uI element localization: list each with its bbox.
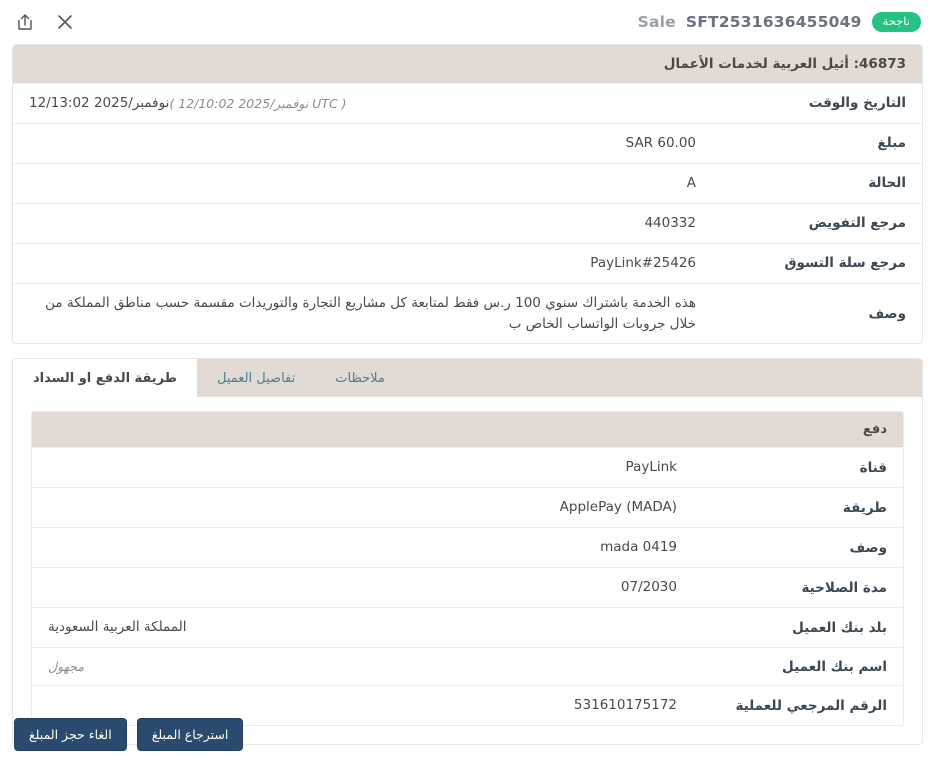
details-tabs-card <box>12 358 923 745</box>
row-value-expiry: 07/2030 <box>620 579 677 596</box>
row-value-channel: PayLink <box>625 459 677 476</box>
tab-panel-payment <box>13 397 922 744</box>
table-row <box>32 647 903 685</box>
row-value-card-description: mada 0419 <box>600 539 677 556</box>
transaction-summary-card <box>12 44 923 344</box>
top-bar-actions <box>14 11 76 33</box>
merchant-header: 46873: أثيل العربية لخدمات الأعمال <box>13 45 922 83</box>
row-label-method: طريقة <box>842 499 887 516</box>
row-value-transaction-ref: 531610175172 <box>573 697 677 714</box>
table-row <box>32 607 903 647</box>
row-label-datetime: التاريخ والوقت <box>808 95 906 112</box>
row-value-issuer-country: المملكة العربية السعودية <box>48 619 187 636</box>
row-label-card-description: وصف <box>849 539 887 556</box>
tab-bar <box>13 359 922 397</box>
payment-table-header: دفع <box>32 412 903 447</box>
table-row <box>32 487 903 527</box>
datetime-value: 12/نوفمبر/2025 13:02 <box>29 95 170 111</box>
table-row <box>32 567 903 607</box>
row-label-issuer-bank: اسم بنك العميل <box>782 658 887 675</box>
row-label-transaction-ref: الرقم المرجعي للعملية <box>735 697 887 714</box>
table-row <box>13 123 922 163</box>
row-label-channel: قناة <box>859 459 887 476</box>
tab-bar-spacer <box>405 359 922 397</box>
share-icon[interactable] <box>14 11 36 33</box>
row-value-description: هذه الخدمة باشتراك سنوي 100 ر.س فقط لمتابعة كل مشاريع التجارة والتوريدات مقسمة حسب مناطق المملكة من خلال جروبات الواتساب الخاص ب <box>45 294 696 332</box>
issuer-bank-value: مجهول <box>48 659 85 675</box>
row-value-amount: SAR 60.00 <box>625 134 696 151</box>
row-label-issuer-country: بلد بنك العميل <box>792 619 887 636</box>
row-value-cart-ref: PayLink#25426 <box>590 254 696 271</box>
refund-button[interactable]: استرجاع المبلغ <box>137 718 244 751</box>
table-row <box>13 283 922 344</box>
row-label-expiry: مدة الصلاحية <box>801 579 887 596</box>
void-button[interactable]: الغاء حجز المبلغ <box>14 718 127 751</box>
row-value-datetime <box>13 84 712 123</box>
table-row <box>13 203 922 243</box>
table-row <box>32 447 903 487</box>
tab-payment-method[interactable]: طريقة الدفع او السداد <box>13 359 197 397</box>
table-row <box>13 83 922 123</box>
table-row <box>13 163 922 203</box>
datetime-utc-note: ( 12/نوفمبر/2025 10:02 UTC ) <box>169 95 347 111</box>
payment-table <box>31 411 904 726</box>
row-label-description: وصف <box>868 305 906 322</box>
action-bar <box>0 718 935 751</box>
top-bar <box>0 0 935 44</box>
row-label-cart-ref: مرجع سلة التسوق <box>784 255 906 272</box>
row-value-status: A <box>686 174 696 191</box>
row-value-auth-ref: 440332 <box>644 214 696 231</box>
row-label-auth-ref: مرجع التفويض <box>808 215 906 232</box>
sale-reference: SFT2531636455049 <box>685 12 862 31</box>
row-label-status: الحالة <box>868 175 906 192</box>
transaction-title-group <box>638 12 921 32</box>
close-icon[interactable] <box>54 11 76 33</box>
row-value-issuer-bank <box>32 648 693 685</box>
status-badge: ناجحة <box>872 12 921 32</box>
tab-notes[interactable]: ملاحظات <box>315 359 405 397</box>
table-row <box>13 243 922 283</box>
sale-label: Sale <box>637 12 676 31</box>
row-label-amount: مبلغ <box>877 135 906 152</box>
tab-customer-details[interactable]: تفاصيل العميل <box>197 359 315 397</box>
table-row <box>32 527 903 567</box>
row-value-method: ApplePay (MADA) <box>559 499 677 516</box>
